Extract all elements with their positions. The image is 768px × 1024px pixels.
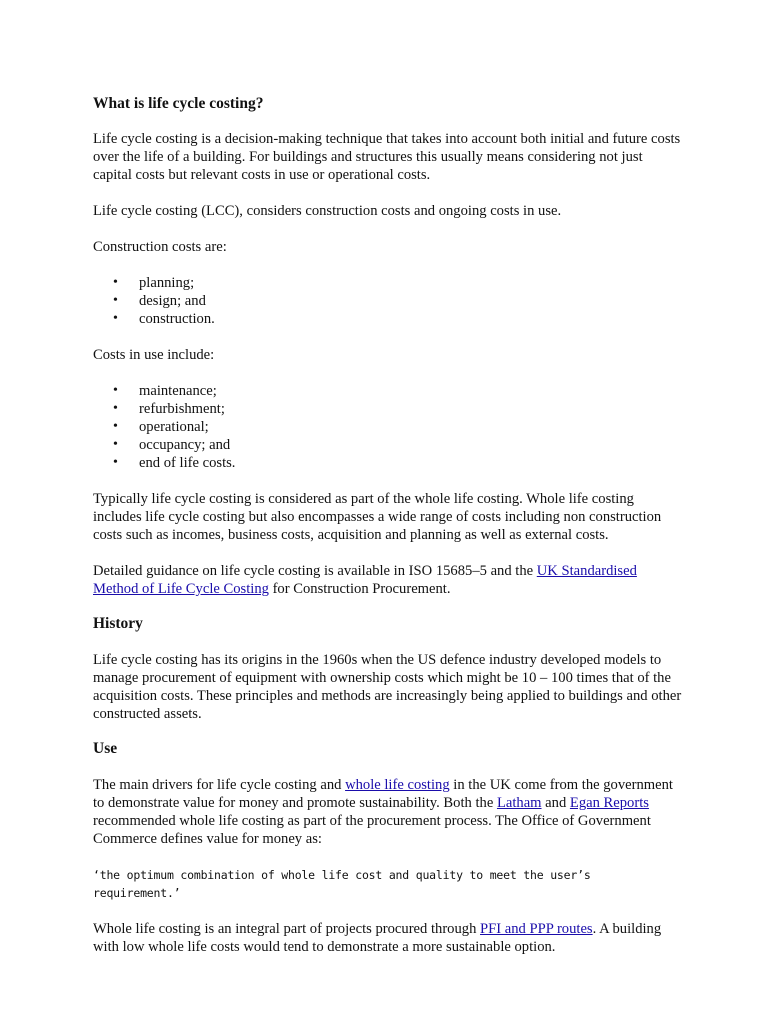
guidance-text-post: for Construction Procurement.	[268, 581, 451, 597]
use-text-d: recommended whole life costing as part of the procurement process. The Office of Government Commerce defines value for money as:	[93, 813, 651, 847]
list-item: • planning;	[93, 274, 683, 292]
paragraph-whole-life: Typically life cycle costing is considered as part of the whole life costing. Whole life costing includes life cycle costing but also encompasses a wide range of costs including non construction costs such as incomes, business costs, acquisition and planning as well as external costs.	[93, 491, 662, 543]
paragraph-history: Life cycle costing has its origins in the 1960s when the US defence industry developed models to manage procurement of equipment with ownership costs which might be 10 – 100 times that of the acquisition costs. These principles and methods are increasingly being applied to buildings and other constructed assets.	[93, 652, 682, 722]
paragraph-lcc: Life cycle costing (LCC), considers construction costs and ongoing costs in use.	[93, 203, 562, 219]
list-item: • design; and	[93, 292, 683, 310]
list-item: • occupancy; and	[93, 436, 683, 454]
list-item: • refurbishment;	[93, 400, 683, 418]
paragraph-use-drivers	[93, 776, 683, 848]
egan-reports-link[interactable]: Egan Reports	[569, 795, 649, 811]
list-item: • operational;	[93, 418, 683, 436]
whole-life-costing-link[interactable]: whole life costing	[345, 777, 450, 793]
latham-link[interactable]: Latham	[496, 795, 542, 811]
paragraph-pfi-ppp	[93, 920, 683, 956]
guidance-text-pre: Detailed guidance on life cycle costing is available in ISO 15685–5 and the	[93, 563, 537, 579]
list-item: • maintenance;	[93, 382, 683, 400]
list-item: • end of life costs.	[93, 454, 683, 472]
use-text-b: in the UK come from the government to demonstrate value for money and promote sustainability. Both the	[93, 777, 673, 811]
uk-standardised-method-link[interactable]: UK Standardised Method of Life Cycle Costing	[93, 563, 637, 597]
construction-costs-list	[93, 274, 683, 328]
pfi-text-b: . A building with low whole life costs would tend to demonstrate a more sustainable option.	[93, 921, 662, 955]
heading-use: Use	[93, 740, 118, 757]
list-item: • construction.	[93, 310, 683, 328]
value-for-money-quote: ‘the optimum combination of whole life cost and quality to meet the user’s requirement.’	[93, 868, 591, 900]
pfi-ppp-routes-link[interactable]: PFI and PPP routes	[480, 921, 593, 937]
article-body	[93, 95, 683, 956]
costs-in-use-list	[93, 382, 683, 472]
use-text-c: and	[541, 795, 570, 811]
construction-costs-label: Construction costs are:	[93, 239, 227, 255]
paragraph-guidance	[93, 562, 683, 598]
heading-history: History	[93, 615, 143, 632]
heading-what-is-lcc: What is life cycle costing?	[93, 95, 264, 112]
paragraph-intro: Life cycle costing is a decision-making technique that takes into account both initial and future costs over the life of a building. For buildings and structures this usually means considering not just capital costs but relevant costs in use or operational costs.	[93, 131, 681, 183]
costs-in-use-label: Costs in use include:	[93, 347, 215, 363]
pfi-text-a: Whole life costing is an integral part of projects procured through	[93, 921, 481, 937]
use-text-a: The main drivers for life cycle costing and	[93, 777, 346, 793]
